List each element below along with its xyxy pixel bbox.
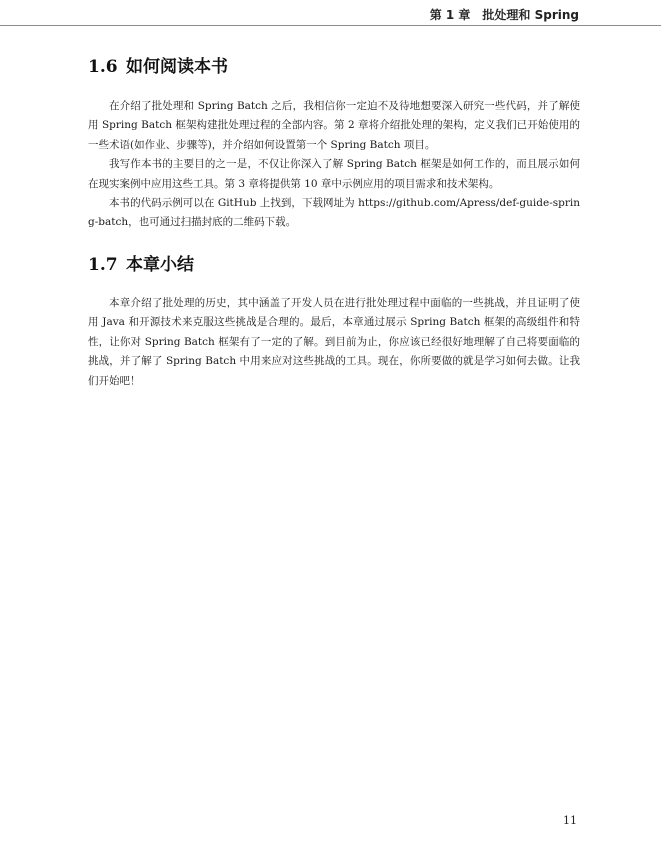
section-body-1-7 [88, 294, 580, 391]
header-rule [0, 25, 661, 26]
section-heading-1-6 [88, 56, 228, 78]
section-heading-1-7 [88, 254, 194, 276]
paragraph: 本书的代码示例可以在 GitHub 上找到，下载网址为 https://github.com/Apress/def-guide-spring-batch，也可通过扫描封底的二维码下载。 [88, 197, 580, 229]
section-title: 如何阅读本书 [126, 57, 228, 77]
paragraph: 我写作本书的主要目的之一是，不仅让你深入了解 Spring Batch 框架是如何工作的，而且展示如何在现实案例中应用这些工具。第 3 章将提供第 10 章中示例应用的项目需求和技术架构。 [88, 158, 580, 190]
section-body-1-6 [88, 97, 580, 233]
running-header [0, 0, 661, 26]
paragraph: 在介绍了批处理和 Spring Batch 之后，我相信你一定迫不及待地想要深入研究一些代码，并了解使用 Spring Batch 框架构建批处理过程的全部内容。第 2 章将介绍批处理的架构，定义我们已开始使用的一些术语(如作业、步骤等)，并介绍如何设置第一个 Spring Batch 项目。 [88, 100, 580, 151]
chapter-running-title: 第 1 章 批处理和 Spring [429, 8, 579, 22]
page-number: 11 [563, 814, 577, 827]
section-title: 本章小结 [126, 255, 194, 275]
paragraph: 本章介绍了批处理的历史，其中涵盖了开发人员在进行批处理过程中面临的一些挑战，并且证明了使用 Java 和开源技术来克服这些挑战是合理的。最后，本章通过展示 Spring Batch 框架的高级组件和特性，让你对 Spring Batch 框架有了一定的了解。到目前为止，你应该已经很好地理解了自己将要面临的挑战，并了解了 Spring Batch 中用来应对这些挑战的工具。现在，你所要做的就是学习如何去做。让我们开始吧！ [88, 297, 580, 387]
section-number: 1.6 [88, 57, 118, 77]
section-number: 1.7 [88, 255, 118, 275]
